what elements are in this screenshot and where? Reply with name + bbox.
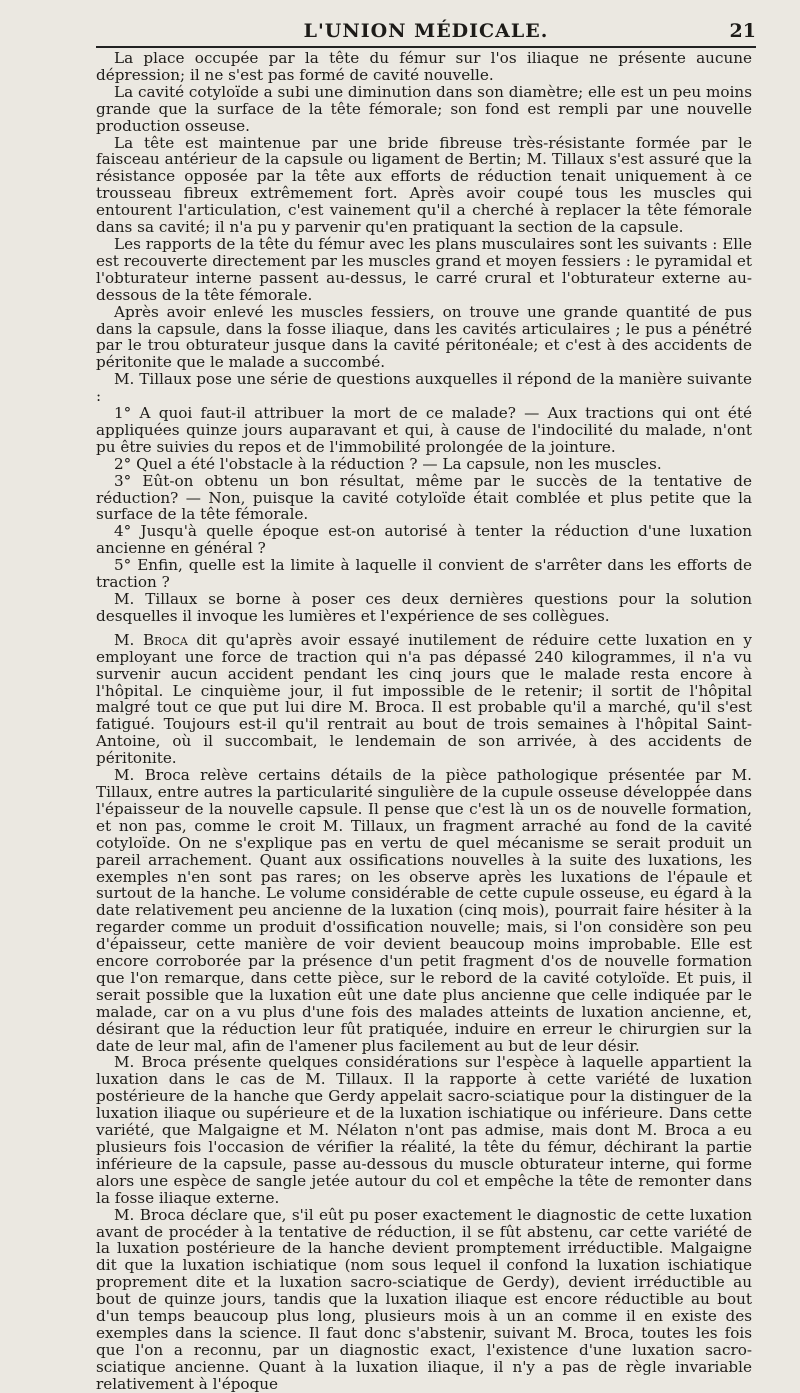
paragraph-broca-intervention [96, 632, 752, 767]
paragraph: La tête est maintenue par une bride fibreuse très-résistante formée par le faisceau antérieur de la capsule ou ligament de Bertin; M. Tillaux s'est assuré que la résistance opposée par la tête aux efforts de réduction tenait uniquement à ce trousseau fibreux extrêmement fort. Après avoir coupé tous les muscles qui entourent l'articulation, c'est vainement qu'il a cherché à replacer la tête fémorale dans sa cavité; il n'a pu y parvenir qu'en pratiquant la section de la capsule. [96, 133, 752, 237]
question-5: 5° Enfin, quelle est la limite à laquelle il convient de s'arrêter dans les efforts de traction ? [96, 556, 752, 592]
question-3: 3° Eût-on obtenu un bon résultat, même par le succès de la tentative de réduction? — Non, puisque la cavité cotyloïde était comblée et plus petite que la surface de la tête fémorale. [96, 471, 752, 524]
paragraph: La cavité cotyloïde a subi une diminution dans son diamètre; elle est un peu moins grande que la surface de la tête fémorale; son fond est rempli par une nouvelle production osseuse. [96, 82, 752, 135]
paragraph-text: dit qu'après avoir essayé inutilement de réduire cette luxation en y employant une force de traction qui n'a pas dépassé 240 kilogrammes, il n'a vu survenir aucun accident pendant les cinq jours que le malade resta encore à l'hôpital. Le cinquième jour, il fut impossible de le retenir; il sortit de l'hôpital malgré tout ce que put lui dire M. Broca. Il est probable qu'il a marché, qu'il s'est fatigué. Toujours est-il qu'il rentrait au bout de trois semaines à l'hôpital Saint-Antoine, où il succombait, le lendemain de son arrivée, à des accidents de péritonite. [96, 630, 752, 768]
page-number: 21 [729, 20, 756, 42]
page-header [96, 8, 756, 48]
speaker-name: M. Broca [114, 630, 188, 649]
running-title: L'UNION MÉDICALE. [303, 20, 549, 42]
paragraph: M. Broca relève certains détails de la pièce pathologique présentée par M. Tillaux, entre autres la particularité singulière de la cupule osseuse développée dans l'épaisseur de la nouvelle capsule. Il pense que c'est là un os de nouvelle formation, et non pas, comme le croit M. Tillaux, un fragment arraché au fond de la cavité cotyloïde. On ne s'explique pas en vertu de quel mécanisme se serait produit un pareil arrachement. Quant aux ossifications nouvelles à la suite des luxations, les exemples n'en sont pas rares; on les observe après les luxations de l'épaule et surtout de la hanche. Le volume considérable de cette cupule osseuse, eu égard à la date relativement peu ancienne de la luxation (cinq mois), pourrait faire hésiter à la regarder comme un produit d'ossification nouvelle; mais, si l'on considère son peu d'épaisseur, cette manière de voir devient beaucoup moins improbable. Elle est encore corroborée par la présence d'un petit fragment d'os de nouvelle formation que l'on remarque, dans cette pièce, sur le rebord de la cavité cotyloïde. Et puis, il serait possible que la luxation eût une date plus ancienne que celle indiquée par le malade, car on a vu plus d'une fois des malades atteints de luxation ancienne, et, désirant que la réduction leur fût pratiquée, induire en erreur le chirurgien sur la date de leur mal, afin de l'amener plus facilement au but de leur désir. [96, 766, 752, 1055]
question-2: 2° Quel a été l'obstacle à la réduction ? — La capsule, non les muscles. [114, 454, 662, 473]
paragraph: Les rapports de la tête du fémur avec les plans musculaires sont les suivants : Elle est recouverte directement par les muscles grand et moyen fessiers : le pyramidal et l'obturateur interne passent au-dessus, le carré crural et l'obturateur externe au-dessous de la tête fémorale. [96, 234, 752, 304]
question-1: 1° A quoi faut-il attribuer la mort de ce malade? — Aux tractions qui ont été appliquées quinze jours auparavant et qui, à cause de l'indocilité du malade, n'ont pu être suivies du repos et de l'immobilité prolongée de la jointure. [96, 404, 752, 456]
paragraph: Après avoir enlevé les muscles fessiers, on trouve une grande quantité de pus dans la capsule, dans la fosse iliaque, dans les cavités articulaires ; le pus a pénétré par le trou obturateur jusque dans la cavité péritonéale; et c'est à des accidents de péritonite que le malade a succombé. [96, 302, 752, 372]
article-body [96, 50, 752, 1393]
paragraph: La place occupée par la tête du fémur sur l'os iliaque ne présente aucune dépression; il ne s'est pas formé de cavité nouvelle. [96, 49, 752, 84]
paragraph: M. Broca présente quelques considérations sur l'espèce à laquelle appartient la luxation dans le cas de M. Tillaux. Il la rapporte à cette variété de luxation postérieure de la hanche que Gerdy appelait sacro-sciatique pour la distinguer de la luxation iliaque ou supérieure et de la luxation ischiatique ou inférieure. Dans cette variété, que Malgaigne et M. Nélaton n'ont pas admise, mais dont M. Broca a eu plusieurs fois l'occasion de vérifier la réalité, la tête du fémur, déchirant la partie inférieure de la capsule, passe au-dessous du muscle obturateur interne, qui forme alors une espèce de sangle jetée autour du col et empêche la tête de remonter dans la fosse iliaque externe. [96, 1053, 752, 1207]
paragraph: M. Tillaux se borne à poser ces deux dernières questions pour la solution desquelles il invoque les lumières et l'expérience de ses collègues. [96, 590, 752, 625]
paragraph: M. Tillaux pose une série de questions auxquelles il répond de la manière suivante : [96, 370, 752, 406]
paragraph: M. Broca déclare que, s'il eût pu poser exactement le diagnostic de cette luxation avant de procéder à la tentative de réduction, il se fût abstenu, car cette variété de la luxation postérieure de la hanche devient promptement irréductible. Malgaigne dit que la luxation ischiatique (nom sous lequel il confond la luxation ischiatique proprement dite et la luxation sacro-sciatique de Gerdy), devient irréductible au bout de quinze jours, tandis que la luxation iliaque est encore réductible au bout d'un temps beaucoup plus long, plusieurs mois à un an comme il en existe des exemples dans la science. Il faut donc s'abstenir, suivant M. Broca, toutes les fois que l'on a reconnu, par un diagnostic exact, l'existence d'une luxation sacro-sciatique ancienne. Quant à la luxation iliaque, il n'y a pas de règle invariable relativement à l'époque [96, 1205, 752, 1393]
question-4: 4° Jusqu'à quelle époque est-on autorisé à tenter la réduction d'une luxation ancienne en général ? [96, 522, 752, 558]
